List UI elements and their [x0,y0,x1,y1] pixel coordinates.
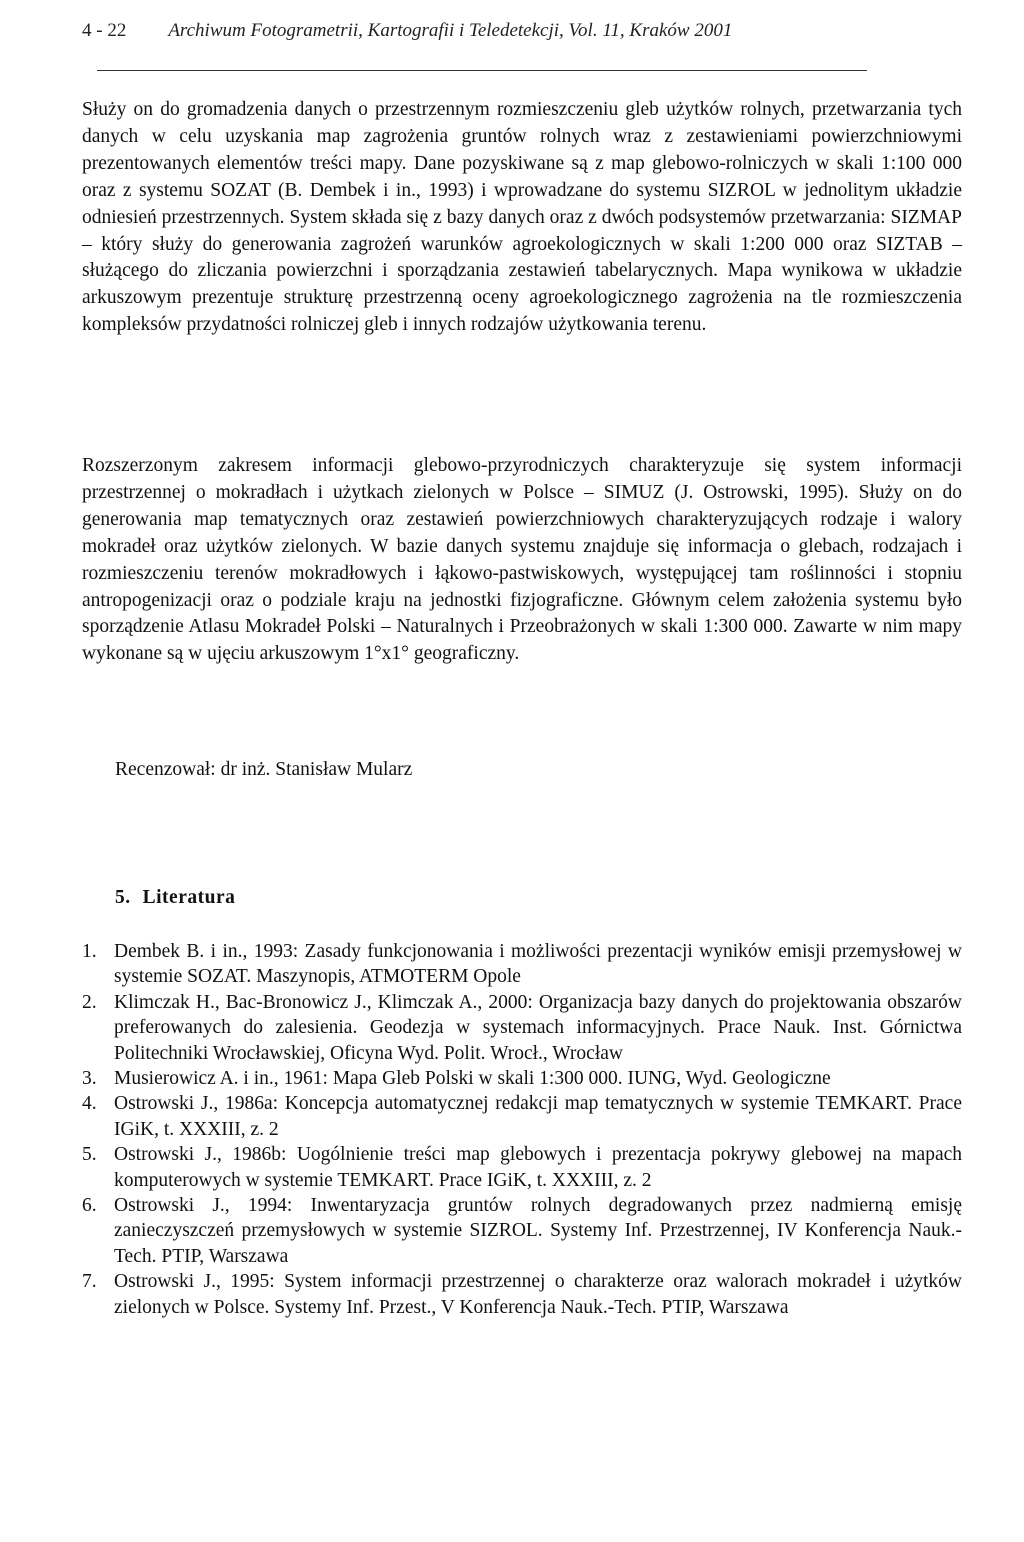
reference-item [82,1193,962,1269]
journal-citation: Archiwum Fotogrametrii, Kartografii i Teledetekcji, Vol. 11, Kraków 2001 [168,20,733,41]
reference-item [82,1142,962,1193]
reference-number: 5. [82,1144,97,1166]
paragraph: Służy on do gromadzenia danych o przestrzennym rozmieszczeniu gleb użytków rolnych, przetwarzania tych danych w celu uzyskania map zagrożenia gruntów rolnych wraz z zestawieniami powierzchniowymi prezentowanych elementów treści mapy. Dane pozyskiwane są z map glebowo-rolniczych w skali 1:100 000 oraz z systemu SOZAT (B. Dembek i in., 1993) i wprowadzane do systemu SIZROL w jednolitym układzie odniesień przestrzennych. System składa się z bazy danych oraz z dwóch podsystemów przetwarzania: SIZMAP – który służy do generowania zagrożeń warunków agroekologicznych w skali 1:200 000 oraz SIZTAB – służącego do zliczania powierzchni i sporządzania zestawień tabelarycznych. Mapa wynikowa w układzie arkuszowym prezentuje strukturę przestrzenną oceny agroekologicznego zagrożenia na tle rozmieszczenia kompleksów przydatności rolniczej gleb i innych rodzajów użytkowania terenu. [82,99,962,336]
reference-text: Klimczak H., Bac-Bronowicz J., Klimczak A., 2000: Organizacja bazy danych do projektowania obszarów preferowanych do zalesienia. Geodezja w systemach informacyjnych. Prace Nauk. Inst. Górnictwa Politechniki Wrocławskiej, Oficyna Wyd. Polit. Wrocł., Wrocław [114,991,962,1064]
reference-number: 6. [82,1195,97,1217]
section-number: 5. [115,887,131,908]
section-heading [115,887,235,909]
reference-list [82,939,962,1320]
reference-number: 2. [82,991,97,1013]
page-number: 4 - 22 [82,20,127,41]
section-title: Literatura [142,887,236,908]
reference-item [82,1066,962,1091]
reference-text: Ostrowski J., 1986a: Koncepcja automatycznej redakcji map tematycznych w systemie TEMKART. Prace IGiK, t. XXXIII, z. 2 [114,1093,962,1140]
paragraph: Rozszerzonym zakresem informacji glebowo-przyrodniczych charakteryzuje się system informacji przestrzennej o mokradłach i użytkach zielonych w Polsce – SIMUZ (J. Ostrowski, 1995). Służy on do generowania map tematycznych oraz zestawień powierzchniowych charakteryzujących rodzaje i walory mokradeł oraz użytków zielonych. W bazie danych systemu znajduje się informacja o glebach, rodzajach i rozmieszczeniu terenów mokradłowych i łąkowo-pastwiskowych, występującej tam roślinności i stopniu antropogenizacji oraz o podziale kraju na jednostki fizjograficzne. Głównym celem założenia systemu było sporządzenie Atlasu Mokradeł Polski – Naturalnych i Przeobrażonych w skali 1:300 000. Zawarte w nim mapy wykonane są w ujęciu arkuszowym 1°x1° geograficzny. [82,455,962,665]
reference-item [82,1269,962,1320]
reference-text: Ostrowski J., 1995: System informacji przestrzennej o charakterze oraz walorach mokradeł i użytków zielonych w Polsce. Systemy Inf. Przest., V Konferencja Nauk.-Tech. PTIP, Warszawa [114,1271,962,1318]
reference-item [82,990,962,1066]
reference-number: 7. [82,1271,97,1293]
header-rule [97,70,867,71]
reference-item [82,1091,962,1142]
reference-text: Musierowicz A. i in., 1961: Mapa Gleb Polski w skali 1:300 000. IUNG, Wyd. Geologiczne [114,1068,831,1090]
reference-text: Ostrowski J., 1994: Inwentaryzacja gruntów rolnych degradowanych przez nadmierną emisję zanieczyszczeń przemysłowych w systemie SIZROL. Systemy Inf. Przestrzennej, IV Konferencja Nauk.-Tech. PTIP, Warszawa [114,1195,962,1267]
running-header [82,20,962,42]
reference-number: 1. [82,941,97,962]
reference-number: 3. [82,1068,97,1090]
reviewer-note: Recenzował: dr inż. Stanisław Mularz [115,759,413,780]
reference-number: 4. [82,1093,97,1115]
reference-item [82,939,962,990]
reference-text: Dembek B. i in., 1993: Zasady funkcjonowania i możliwości prezentacji wyników emisji przemysłowej w systemie SOZAT. Maszynopis, ATMOTERM Opole [114,941,962,988]
reference-text: Ostrowski J., 1986b: Uogólnienie treści map glebowych i prezentacja pokrywy glebowej na mapach komputerowych w systemie TEMKART. Prace IGiK, t. XXXIII, z. 2 [114,1144,962,1191]
